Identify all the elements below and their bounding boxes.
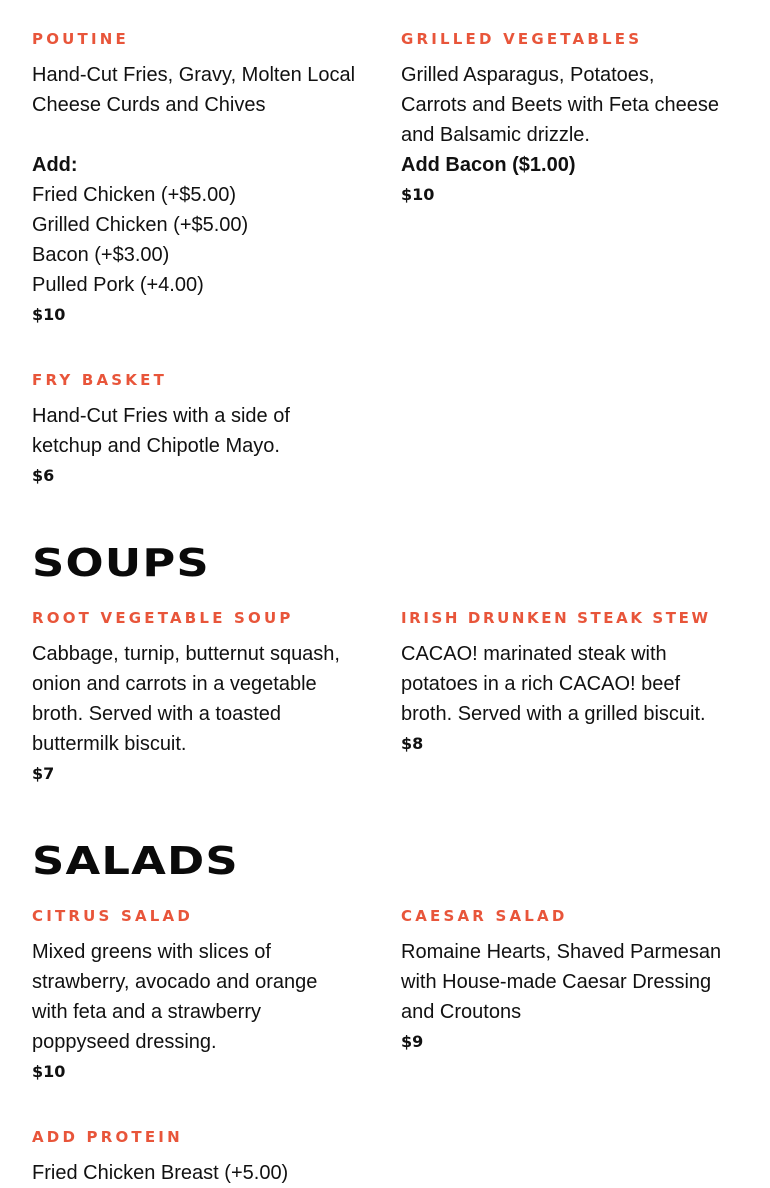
add-option: Grilled Chicken (+$5.00) [32, 214, 249, 236]
add-option: Pulled Pork (+4.00) [32, 274, 204, 296]
item-price: $7 [32, 764, 55, 783]
description-line: potatoes in a rich CACAO! beef [401, 673, 681, 695]
description-line: Romaine Hearts, Shaved Parmesan [401, 941, 722, 963]
add-option: Fried Chicken (+$5.00) [32, 184, 236, 206]
description-line: Cheese Curds and Chives [32, 94, 266, 116]
description-line: poppyseed dressing. [32, 1031, 217, 1053]
description-line: onion and carrots in a vegetable [32, 673, 317, 695]
description-line: Cabbage, turnip, butternut squash, [32, 643, 340, 665]
item-title: ROOT VEGETABLE SOUP [32, 609, 294, 627]
item-price: $10 [32, 305, 66, 324]
section-heading-salads: SALADS [32, 839, 239, 883]
item-title: CITRUS SALAD [32, 907, 194, 925]
item-title: IRISH DRUNKEN STEAK STEW [401, 609, 711, 627]
description-line: CACAO! marinated steak with [401, 643, 667, 665]
description-line: with feta and a strawberry [32, 1001, 261, 1023]
description-line: Hand-Cut Fries with a side of [32, 405, 290, 427]
menu-item-caesar-salad [401, 907, 746, 1057]
item-description [32, 401, 372, 461]
description-line: Hand-Cut Fries, Gravy, Molten Local [32, 64, 356, 86]
description-line: buttermilk biscuit. [32, 733, 187, 755]
description-line: Carrots and Beets with Feta cheese [401, 94, 719, 116]
item-title: CAESAR SALAD [401, 907, 568, 925]
description-line: strawberry, avocado and orange [32, 971, 318, 993]
description-line: broth. Served with a toasted [32, 703, 282, 725]
item-title: POUTINE [32, 30, 129, 48]
description-line: Grilled Asparagus, Potatoes, [401, 64, 655, 86]
item-title: GRILLED VEGETABLES [401, 30, 643, 48]
item-price: $8 [401, 734, 424, 753]
description-line: with House-made Caesar Dressing [401, 971, 712, 993]
add-label: Add: [32, 154, 78, 176]
add-option: Add Bacon ($1.00) [401, 154, 576, 176]
item-title: ADD PROTEIN [32, 1128, 183, 1146]
menu-item-poutine [32, 30, 372, 330]
item-price: $10 [32, 1062, 66, 1081]
spacer [32, 120, 372, 150]
description-line: and Balsamic drizzle. [401, 124, 590, 146]
item-description [32, 937, 372, 1057]
item-price: $9 [401, 1032, 424, 1051]
item-description [401, 60, 746, 180]
description-line: and Croutons [401, 1001, 522, 1023]
item-title: FRY BASKET [32, 371, 168, 389]
item-price: $6 [32, 466, 55, 485]
menu-item-fry-basket [32, 371, 372, 491]
item-price: $10 [401, 185, 435, 204]
description-line: Fried Chicken Breast (+5.00) [32, 1162, 289, 1184]
menu-item-irish-drunken-steak-stew [401, 609, 746, 759]
menu-item-grilled-vegetables [401, 30, 746, 210]
description-line: broth. Served with a grilled biscuit. [401, 703, 706, 725]
item-description [401, 639, 746, 729]
item-description [32, 1158, 372, 1188]
menu-item-citrus-salad [32, 907, 372, 1087]
item-description [32, 639, 372, 759]
menu-item-root-vegetable-soup [32, 609, 372, 789]
item-description [32, 60, 372, 300]
description-line: ketchup and Chipotle Mayo. [32, 435, 280, 457]
add-option: Bacon (+$3.00) [32, 244, 170, 266]
menu-item-add-protein [32, 1128, 372, 1188]
section-heading-soups: SOUPS [32, 541, 210, 585]
item-description [401, 937, 746, 1027]
description-line: Mixed greens with slices of [32, 941, 271, 963]
